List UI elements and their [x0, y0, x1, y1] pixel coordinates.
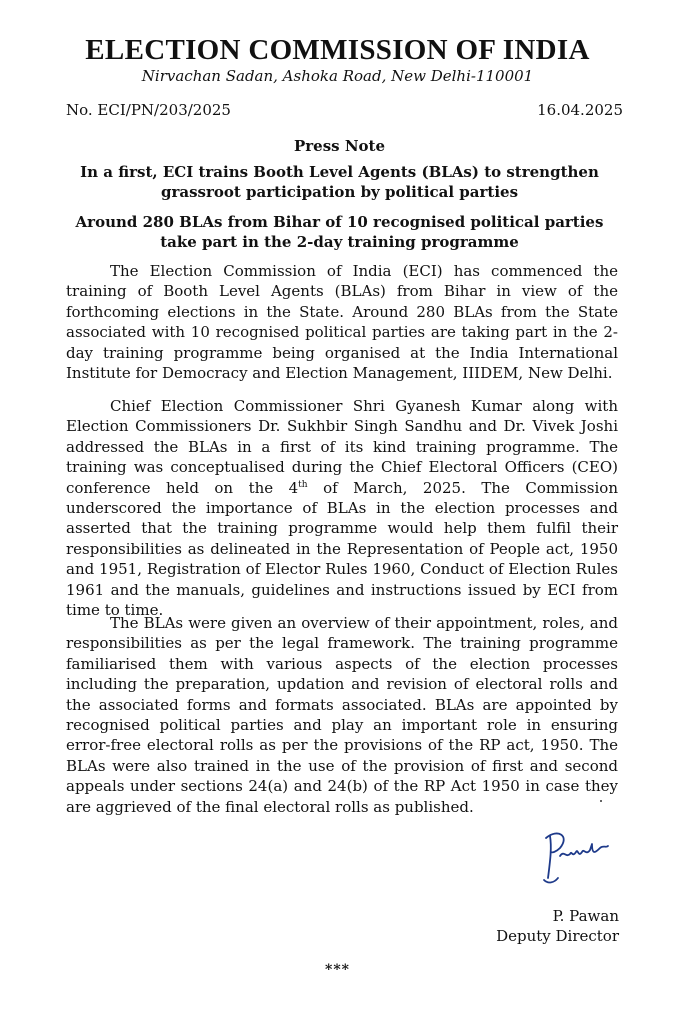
ink-dot [600, 800, 602, 802]
end-of-document-mark: *** [325, 962, 350, 978]
press-note-subtitle: Around 280 BLAs from Bihar of 10 recognised political parties take part in the 2-day training programme [75, 213, 604, 251]
body-paragraph-2 [66, 396, 618, 620]
ordinal-suffix: th [298, 479, 308, 490]
reference-number: No. ECI/PN/203/2025 [66, 101, 231, 119]
signatory-designation: Deputy Director [496, 927, 619, 945]
organization-name: ELECTION COMMISSION OF INDIA [85, 34, 590, 66]
paragraph-2-text-end: of March, 2025. The Commission underscored the importance of BLAs in the election processes and asserted that the training programme would help them fulfil their responsibilities as delineated in the Representation of People act, 1950 and 1951, Registration of Elector Rules 1960, Conduct of Election Rules 1961 and the manuals, guidelines and instructions issued by ECI from time to time. [66, 478, 618, 620]
press-note-title: In a first, ECI trains Booth Level Agents (BLAs) to strengthen grassroot participation by political parties [80, 163, 599, 201]
organization-address: Nirvachan Sadan, Ashoka Road, New Delhi-110001 [141, 67, 534, 85]
signatory-block [496, 906, 619, 946]
handwritten-signature [536, 822, 616, 892]
paragraph-2-text-start: Chief Election Commissioner Shri Gyanesh Kumar along with Election Commissioners Dr. Sukhbir Singh Sandhu and Dr. Vivek Joshi addressed the BLAs in a first of its kind training programme. The training was conceptualised during the Chief Electoral Officers (CEO) conference held on the 4 [66, 397, 618, 497]
signatory-name: P. Pawan [552, 907, 619, 925]
press-note-heading: Press Note [293, 137, 386, 155]
reference-date: 16.04.2025 [537, 101, 623, 119]
body-paragraph-1: The Election Commission of India (ECI) has commenced the training of Booth Level Agents (BLAs) from Bihar in view of the forthcoming elections in the State. Around 280 BLAs from the State associated with 10 recognised political parties are taking part in the 2-day training programme being organised at the India International Institute for Democracy and Election Management, IIIDEM, New Delhi. [66, 262, 618, 383]
body-paragraph-3: The BLAs were given an overview of their appointment, roles, and responsibilities as per the legal framework. The training programme familiarised them with various aspects of the election processes including the preparation, updation and revision of electoral rolls and the associated forms and formats associated. BLAs are appointed by recognised political parties and play an important role in ensuring error-free electoral rolls as per the provisions of the RP act, 1950. The BLAs were also trained in the use of the provision of first and second appeals under sections 24(a) and 24(b) of the RP Act 1950 in case they are aggrieved of the final electoral rolls as published. [66, 614, 618, 816]
